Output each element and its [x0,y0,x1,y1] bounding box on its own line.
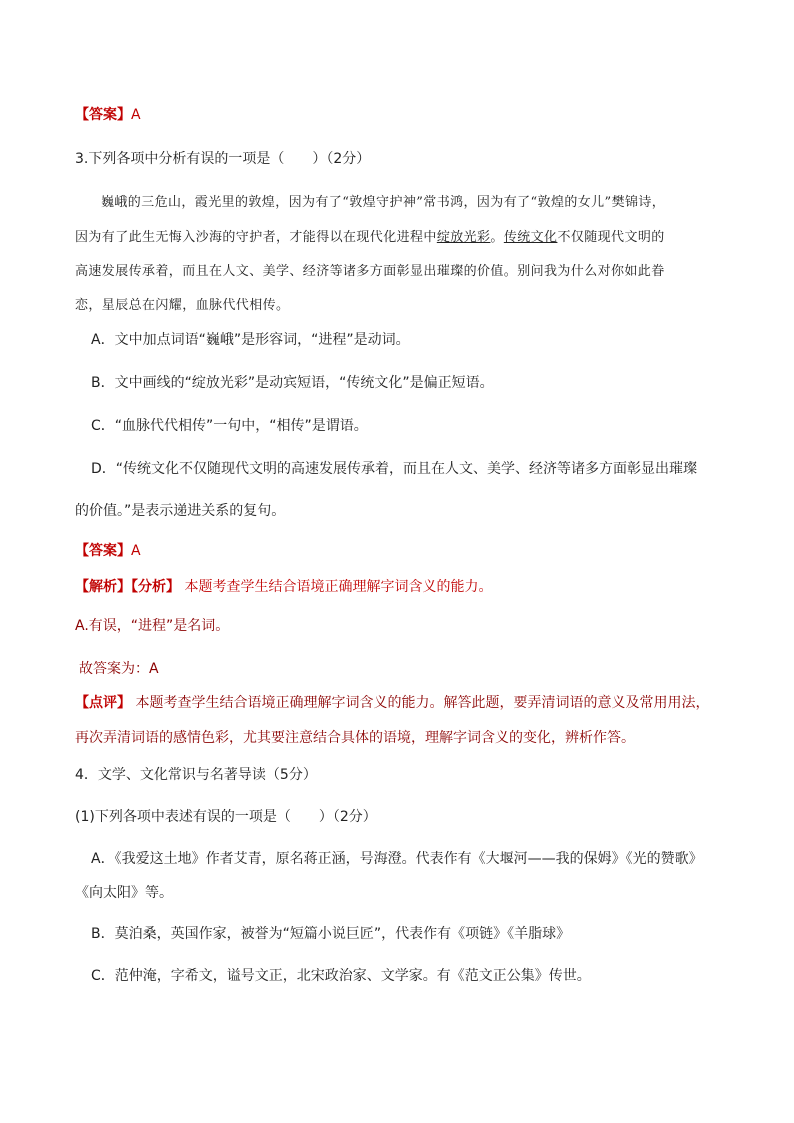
passage-line-3: 高速发展传承着，而且在人文、美学、经济等诸多方面彰显出璀璨的价值。别问我为什么对你如此眷 [75,264,665,279]
passage-line-2 [75,228,665,248]
answer-tag: 【答案】 [75,543,131,559]
conclusion: 故答案为：A [79,661,159,677]
answer-line-1 [75,105,141,125]
answer-value: A [131,543,141,559]
option-d-line-1: D．“传统文化不仅随现代文明的高速发展传承着，而且在人文、美学、经济等诸多方面彰显出璀璨 [91,461,698,477]
q4-option-b: B．莫泊桑，英国作家，被誉为“短篇小说巨匠”，代表作有《项链》《羊脂球》 [91,926,571,942]
analysis-detail: A.有误，“进程”是名词。 [75,618,230,634]
analysis-line [75,577,492,597]
q4-option-c: C．范仲淹，字希文，谥号文正，北宋政治家、文学家。有《范文正公集》传世。 [91,968,591,984]
question-4-title: 4．文学、文化常识与名著导读（5分） [75,767,317,783]
analysis-tag: 【解析】【分析】 [75,579,180,595]
comment-tag: 【点评】 [75,695,131,711]
answer-tag: 【答案】 [75,107,131,123]
question-3-title: 3.下列各项中分析有误的一项是（ ）（2分） [75,151,371,167]
comment-text: 本题考查学生结合语境正确理解字词含义的能力。解答此题，要弄清词语的意义及常用用法， [135,695,710,711]
answer-value: A [131,107,141,123]
option-d-line-2: 的价值。”是表示递进关系的复句。 [75,503,286,519]
underlined-phrase-1: 绽放光彩 [436,230,491,245]
option-b: B．文中画线的“绽放光彩”是动宾短语，“传统文化”是偏正短语。 [91,375,494,391]
comment-line-1 [75,693,709,713]
underlined-phrase-2: 传统文化 [503,230,558,245]
option-a: A．文中加点词语“巍峨”是形容词，“进程”是动词。 [91,332,410,348]
passage-line-1: 巍峨的三危山，霞光里的敦煌，因为有了“敦煌守护神”常书鸿，因为有了“敦煌的女儿”樊锦诗， [101,195,666,210]
passage-text: 。 [490,230,504,245]
answer-line-2 [75,541,141,561]
passage-text: 因为有了此生无悔入沙海的守护者，才能得以在现代化进程中 [75,230,437,245]
analysis-text: 本题考查学生结合语境正确理解字词含义的能力。 [184,579,493,595]
q4-option-a-line-2: 《向太阳》等。 [75,885,173,901]
passage-line-4: 恋，星辰总在闪耀，血脉代代相传。 [75,298,290,313]
comment-line-2: 再次弄清词语的感情色彩，尤其要注意结合具体的语境，理解字词含义的变化，辨析作答。 [75,730,635,746]
q4-option-a-line-1: A．《我爱这土地》作者艾青，原名蒋正涵，号海澄。代表作有《大堰河——我的保姆》《光的赞歌》 [91,851,703,867]
question-4-sub-1: (1)下列各项中表述有误的一项是（ ）（2分） [75,809,377,825]
option-c: C．“血脉代代相传”一句中，“相传”是谓语。 [91,418,368,434]
passage-text: 不仅随现代文明的 [557,230,665,245]
